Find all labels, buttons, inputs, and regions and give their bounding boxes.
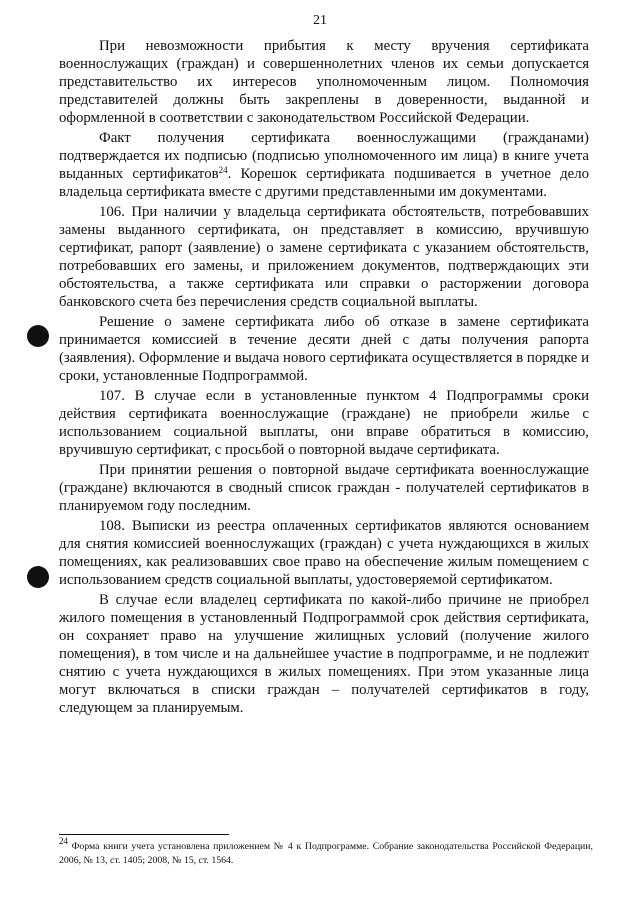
paragraph-replacement-decision: Решение о замене сертификата либо об отказе в замене сертификата принимается комиссией в течение десяти дней с даты получения рапорта (заявления). Оформление и выдача нового сертификата осуществляется в порядке и сроки, установленные Подпрограммой.: [59, 314, 589, 384]
paragraph-receipt-fact: [59, 129, 589, 201]
paragraph-item-106: 106. При наличии у владельца сертификата обстоятельств, потребовавших замены выданного сертификата, он представляет в комиссию, вручившую сертификат, рапорт (заявление) о замене сертификата с указанием обстоятельств, потребовавших его замены, и приложением документов, подтверждающих эти обстоятельства, а также сертификата или справки о расторжении договора банковского счета без перечисления средств социальной выплаты.: [59, 204, 589, 310]
paragraph-representation: При невозможности прибытия к месту вручения сертификата военнослужащих (граждан) и совершеннолетних членов их семьи допускается представительство их интересов уполномоченным лицом. Полномочия представителей должны быть закреплены в доверенности, выданной и оформленной в соответствии с законодательством Российской Федерации.: [59, 38, 589, 126]
paragraph-reissue-decision: При принятии решения о повторной выдаче сертификата военнослужащие (граждане) включаются в сводный список граждан - получателей сертификатов в планируемом году последним.: [59, 462, 589, 514]
paragraph-item-107: 107. В случае если в установленные пунктом 4 Подпрограммы сроки действия сертификата военнослужащие (граждане) не приобрели жилье с использованием социальной выплаты, они вправе обратиться в комиссию, вручившую сертификат, с просьбой о повторной выдаче сертификата.: [59, 388, 589, 458]
paragraph-receipt-fact-text: Факт получения сертификата военнослужащими (гражданами) подтверждается их подписью (подписью уполномоченного им лица) в книге учета выданных сертификатов: [59, 130, 589, 182]
document-body: [59, 37, 589, 717]
punch-hole-mark: [27, 325, 49, 347]
paragraph-unused-certificate: В случае если владелец сертификата по какой-либо причине не приобрел жилого помещения в установленный Подпрограммой срок действия сертификата, он сохраняет право на улучшение жилищных условий (получение жилого помещения), в том числе и на дальнейшее участие в подпрограмме, и не подлежит снятию с учета нуждающихся в жилых помещениях. При этом указанные лица могут включаться в списки граждан – получателей сертификатов в году, следующем за планируемым.: [59, 592, 589, 716]
page-number: 21: [313, 13, 327, 28]
footnote-text: Форма книги учета установлена приложением № 4 к Подпрограмме. Собрание законодательства Российской Федерации, 2006, № 13, ст. 1405; 2008, № 15, ст. 1564.: [59, 841, 593, 866]
paragraph-receipt-fact-text-end: . Корешок сертификата подшивается в учетное дело владельца сертификата вместе с другими представленными им документами.: [59, 166, 589, 200]
footnote-marker: 24: [59, 836, 68, 846]
paragraph-item-108: 108. Выписки из реестра оплаченных сертификатов являются основанием для снятия комиссией военнослужащих (граждан) с учета нуждающихся в жилых помещениях, как реализовавших свое право на обеспечение жилым помещением с использованием средств социальной выплаты, удостоверяемой сертификатом.: [59, 518, 589, 588]
punch-hole-mark: [27, 566, 49, 588]
footnote: [59, 836, 593, 868]
footnote-reference: 24: [218, 165, 228, 175]
footnote-divider: [59, 834, 229, 835]
